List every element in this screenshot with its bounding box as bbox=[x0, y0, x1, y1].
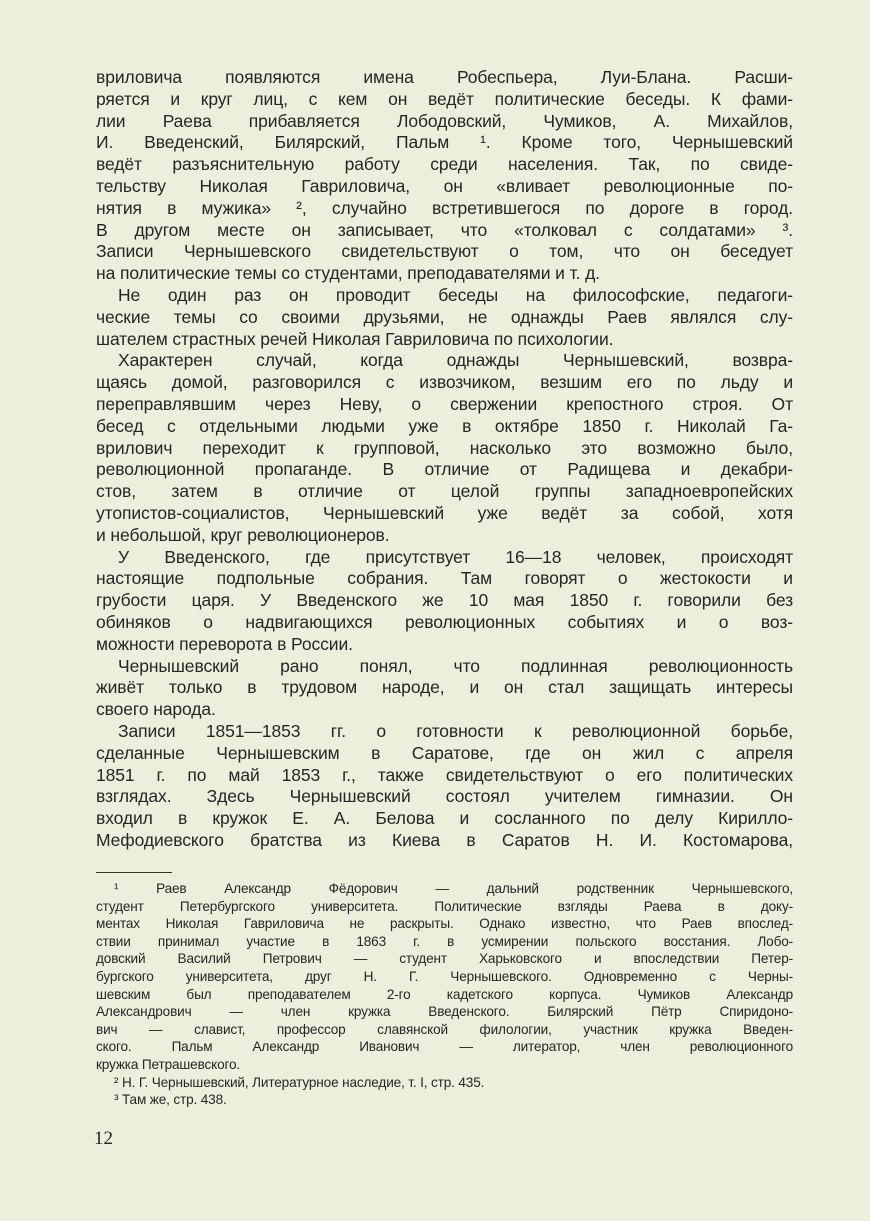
text-line: утопистов-социалистов, Чернышевский уже ведёт за собой, хотя bbox=[96, 502, 793, 523]
text-line: В другом месте он записывает, что «толковал с солдатами» ³. bbox=[96, 219, 793, 240]
paragraph bbox=[96, 547, 793, 656]
paragraph bbox=[96, 721, 793, 852]
text-line: шевским был преподавателем 2-го кадетского корпуса. Чумиков Александр bbox=[96, 986, 793, 1002]
footnote-divider bbox=[96, 872, 172, 873]
text-line: вич — славист, профессор славянской филологии, участник кружка Введен- bbox=[96, 1021, 793, 1037]
text-line: входил в кружок Е. А. Белова и сосланного по делу Кирилло- bbox=[96, 808, 793, 829]
text-line: ряется и круг лиц, с кем он ведёт политические беседы. К фами- bbox=[96, 88, 793, 109]
text-line: Записи 1851—1853 гг. о готовности к революционной борьбе, bbox=[118, 720, 793, 741]
text-line: ведёт разъяснительную работу среди населения. Так, по свиде- bbox=[96, 154, 793, 175]
text-line: ского. Пальм Александр Иванович — литератор, член революционного bbox=[96, 1039, 793, 1055]
text-line: своего народа. bbox=[96, 699, 216, 720]
text-line: бесед с отдельными людьми уже в октябре 1850 г. Николай Га- bbox=[96, 415, 793, 436]
text-line: тельству Николая Гавриловича, он «вливает революционные по- bbox=[96, 175, 793, 196]
paragraph bbox=[96, 656, 793, 721]
text-line: 1851 г. по май 1853 г., также свидетельствуют о его политических bbox=[96, 764, 793, 785]
text-line: настоящие подпольные собрания. Там говорят о жестокости и bbox=[96, 568, 793, 589]
text-line: И. Введенский, Билярский, Пальм ¹. Кроме того, Чернышевский bbox=[96, 132, 793, 153]
text-line: Чернышевский рано понял, что подлинная революционность bbox=[118, 655, 793, 676]
text-line: кружка Петрашевского. bbox=[96, 1056, 241, 1072]
text-line: ³ Там же, стр. 438. bbox=[114, 1092, 227, 1108]
text-line: можности переворота в России. bbox=[96, 633, 353, 654]
text-line: нятия в мужика» ², случайно встретившегося по дороге в город. bbox=[96, 197, 793, 218]
text-line: стов, затем в отличие от целой группы западноевропейских bbox=[96, 481, 793, 502]
text-line: шателем страстных речей Николая Гавриловича по психологии. bbox=[96, 328, 614, 349]
footnotes bbox=[96, 880, 793, 1109]
text-line: Записи Чернышевского свидетельствуют о том, что он беседует bbox=[96, 241, 793, 262]
paragraph bbox=[96, 285, 793, 350]
text-line: и небольшой, круг революционеров. bbox=[96, 524, 390, 545]
footnote bbox=[96, 1091, 793, 1109]
text-line: Александрович — член кружка Введенского. Билярский Пётр Спиридоно- bbox=[96, 1004, 793, 1020]
text-line: обиняков о надвигающихся революционных событиях и о воз- bbox=[96, 611, 793, 632]
main-text bbox=[96, 67, 793, 852]
text-line: грубости царя. У Введенского же 10 мая 1850 г. говорили без bbox=[96, 590, 793, 611]
text-line: Характерен случай, когда однажды Чернышевский, возвра- bbox=[118, 350, 793, 371]
text-line: студент Петербургского университета. Политические взгляды Раева в доку- bbox=[96, 898, 793, 914]
text-line: переправлявшим через Неву, о свержении крепостного строя. От bbox=[96, 393, 793, 414]
text-line: сделанные Чернышевским в Саратове, где он жил с апреля bbox=[96, 742, 793, 763]
text-line: на политические темы со студентами, преподавателями и т. д. bbox=[96, 263, 600, 284]
paragraph bbox=[96, 67, 793, 285]
text-line: довский Василий Петрович — студент Харьковского и впоследствии Петер- bbox=[96, 951, 793, 967]
text-line: ² Н. Г. Чернышевский, Литературное наследие, т. I, стр. 435. bbox=[114, 1074, 485, 1090]
text-line: лии Раева прибавляется Лободовский, Чумиков, А. Михайлов, bbox=[96, 110, 793, 131]
text-line: Не один раз он проводит беседы на философские, педагоги- bbox=[118, 284, 793, 305]
text-line: щаясь домой, разговорился с извозчиком, везшим его по льду и bbox=[96, 372, 793, 393]
text-line: У Введенского, где присутствует 16—18 человек, происходят bbox=[118, 546, 793, 567]
text-line: ментах Николая Гавриловича не раскрыты. Однако известно, что Раев впослед- bbox=[96, 916, 793, 932]
footnote bbox=[96, 1074, 793, 1092]
text-line: ¹ Раев Александр Фёдорович — дальний родственник Чернышевского, bbox=[114, 881, 793, 896]
text-line: ствии принимал участие в 1863 г. в усмирении польского восстания. Лобо- bbox=[96, 933, 793, 949]
text-line: Мефодиевского братства из Киева в Саратов Н. И. Костомарова, bbox=[96, 829, 793, 850]
page-number: 12 bbox=[94, 1128, 113, 1149]
footnote bbox=[96, 880, 793, 1074]
text-line: живёт только в трудовом народе, и он стал защищать интересы bbox=[96, 677, 793, 698]
text-line: взглядах. Здесь Чернышевский состоял учителем гимназии. Он bbox=[96, 786, 793, 807]
text-line: революционной пропаганде. В отличие от Радищева и декабри- bbox=[96, 459, 793, 480]
text-line: врилович переходит к групповой, насколько это возможно было, bbox=[96, 437, 793, 458]
text-line: ческие темы со своими друзьями, не однажды Раев являлся слу- bbox=[96, 306, 793, 327]
text-line: вриловича появляются имена Робеспьера, Луи-Блана. Расши- bbox=[96, 67, 793, 87]
paragraph bbox=[96, 350, 793, 546]
text-line: бургского университета, друг Н. Г. Чернышевского. Одновременно с Черны- bbox=[96, 968, 793, 984]
